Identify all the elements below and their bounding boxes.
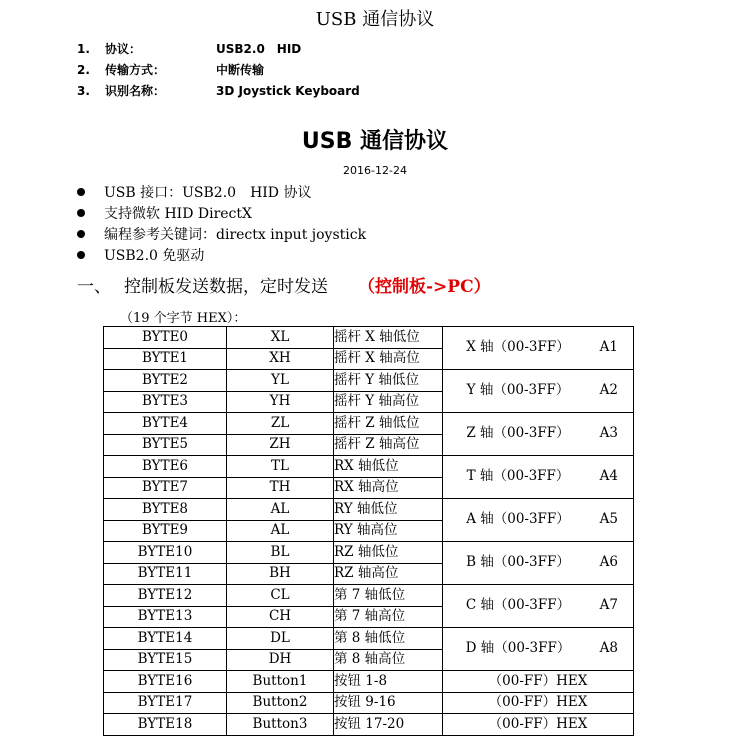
byte-range-cell: （00-FF）HEX <box>443 692 634 714</box>
axis-id-label: A5 <box>599 511 618 528</box>
byte-description-cell: 第 8 轴低位 <box>334 628 443 650</box>
byte-code-cell: TL <box>227 456 334 478</box>
byte-code-cell: XL <box>227 327 334 349</box>
axis-id-label: A7 <box>599 597 618 614</box>
bullet-item <box>77 181 366 202</box>
byte-index-cell: BYTE11 <box>104 563 227 585</box>
info-key: 协议： <box>105 42 142 56</box>
hex-byte-count-note: （19 个字节 HEX）： <box>120 311 247 326</box>
axis-range-label: A 轴（00-3FF） <box>466 511 570 528</box>
bullet-item <box>77 223 366 244</box>
info-value: 3D Joystick Keyboard <box>216 83 360 98</box>
info-key: 传输方式： <box>105 63 166 77</box>
byte-description-cell: RX 轴高位 <box>334 477 443 499</box>
byte-index-cell: BYTE6 <box>104 456 227 478</box>
protocol-info-list <box>77 38 360 101</box>
document-date: 2016-12-24 <box>343 164 407 177</box>
bullet-item <box>77 244 366 265</box>
byte-code-cell: AL <box>227 499 334 521</box>
byte-code-cell: ZL <box>227 413 334 435</box>
table-row <box>104 692 634 714</box>
table-row <box>104 585 634 607</box>
info-number: 3. <box>77 83 90 98</box>
byte-description-cell: 按钮 9-16 <box>334 692 443 714</box>
table-row <box>104 370 634 392</box>
axis-range-label: Z 轴（00-3FF） <box>466 425 570 442</box>
table-row <box>104 456 634 478</box>
info-number: 1. <box>77 41 90 56</box>
section-number: 一、 <box>77 277 111 297</box>
byte-description-cell: 按钮 17-20 <box>334 714 443 736</box>
axis-range-label: X 轴（00-3FF） <box>466 339 570 356</box>
axis-range-cell <box>443 456 634 499</box>
axis-range-label: D 轴（00-3FF） <box>465 640 571 657</box>
info-row-transfer <box>77 59 360 80</box>
section-heading <box>77 272 491 297</box>
byte-protocol-table-body <box>104 327 634 736</box>
bullet-dot-icon <box>77 230 85 238</box>
bullet-text: USB 接口：USB2.0 HID 协议 <box>104 184 312 201</box>
axis-range-cell <box>443 628 634 671</box>
axis-range-cell <box>443 413 634 456</box>
info-value: USB2.0 HID <box>216 42 302 56</box>
byte-code-cell: AL <box>227 520 334 542</box>
axis-range-cell <box>443 499 634 542</box>
byte-description-cell: 第 7 轴高位 <box>334 606 443 628</box>
byte-index-cell: BYTE9 <box>104 520 227 542</box>
table-row <box>104 413 634 435</box>
byte-description-cell: 按钮 1-8 <box>334 671 443 693</box>
bullet-dot-icon <box>77 188 85 196</box>
table-row <box>104 327 634 349</box>
section-text: 控制板发送数据，定时发送 <box>124 277 328 297</box>
byte-index-cell: BYTE8 <box>104 499 227 521</box>
info-number: 2. <box>77 62 90 77</box>
axis-range-cell <box>443 327 634 370</box>
byte-code-cell: CL <box>227 585 334 607</box>
bullet-text: 编程参考关键词：directx input joystick <box>104 226 367 243</box>
axis-id-label: A4 <box>599 468 618 485</box>
byte-description-cell: 摇杆 Z 轴低位 <box>334 413 443 435</box>
byte-index-cell: BYTE17 <box>104 692 227 714</box>
byte-index-cell: BYTE0 <box>104 327 227 349</box>
byte-index-cell: BYTE3 <box>104 391 227 413</box>
byte-code-cell: XH <box>227 348 334 370</box>
byte-description-cell: RX 轴低位 <box>334 456 443 478</box>
byte-index-cell: BYTE14 <box>104 628 227 650</box>
main-title: USB 通信协议 <box>301 129 449 154</box>
axis-id-label: A8 <box>599 640 618 657</box>
table-row <box>104 671 634 693</box>
bullet-text: 支持微软 HID DirectX <box>104 205 252 222</box>
byte-description-cell: RY 轴高位 <box>334 520 443 542</box>
byte-index-cell: BYTE13 <box>104 606 227 628</box>
byte-range-cell: （00-FF）HEX <box>443 671 634 693</box>
bullet-item <box>77 202 366 223</box>
axis-id-label: A3 <box>599 425 618 442</box>
table-row <box>104 714 634 736</box>
byte-index-cell: BYTE7 <box>104 477 227 499</box>
byte-description-cell: 摇杆 X 轴低位 <box>334 327 443 349</box>
table-row <box>104 628 634 650</box>
byte-description-cell: 摇杆 Z 轴高位 <box>334 434 443 456</box>
byte-index-cell: BYTE12 <box>104 585 227 607</box>
byte-index-cell: BYTE10 <box>104 542 227 564</box>
byte-index-cell: BYTE1 <box>104 348 227 370</box>
byte-description-cell: 第 7 轴低位 <box>334 585 443 607</box>
axis-range-cell <box>443 542 634 585</box>
byte-description-cell: 摇杆 X 轴高位 <box>334 348 443 370</box>
byte-description-cell: RZ 轴低位 <box>334 542 443 564</box>
byte-index-cell: BYTE16 <box>104 671 227 693</box>
axis-id-label: A1 <box>599 339 618 356</box>
byte-protocol-table <box>103 326 634 736</box>
feature-bullet-list <box>77 181 366 265</box>
info-key: 识别名称： <box>105 84 166 98</box>
byte-code-cell: DH <box>227 649 334 671</box>
info-row-device-name <box>77 80 360 101</box>
info-row-protocol <box>77 38 360 59</box>
byte-code-cell: YH <box>227 391 334 413</box>
byte-index-cell: BYTE5 <box>104 434 227 456</box>
axis-id-label: A6 <box>599 554 618 571</box>
table-row <box>104 499 634 521</box>
byte-range-cell: （00-FF）HEX <box>443 714 634 736</box>
byte-code-cell: Button3 <box>227 714 334 736</box>
byte-code-cell: BL <box>227 542 334 564</box>
byte-description-cell: 摇杆 Y 轴高位 <box>334 391 443 413</box>
byte-description-cell: 第 8 轴高位 <box>334 649 443 671</box>
bullet-dot-icon <box>77 251 85 259</box>
axis-range-cell <box>443 370 634 413</box>
byte-description-cell: RY 轴低位 <box>334 499 443 521</box>
table-row <box>104 542 634 564</box>
info-value: 中断传输 <box>216 63 265 77</box>
axis-range-label: C 轴（00-3FF） <box>465 597 571 614</box>
byte-index-cell: BYTE4 <box>104 413 227 435</box>
byte-code-cell: DL <box>227 628 334 650</box>
byte-code-cell: Button1 <box>227 671 334 693</box>
bullet-dot-icon <box>77 209 85 217</box>
axis-range-label: T 轴（00-3FF） <box>466 468 570 485</box>
axis-id-label: A2 <box>599 382 618 399</box>
byte-index-cell: BYTE2 <box>104 370 227 392</box>
byte-code-cell: ZH <box>227 434 334 456</box>
byte-code-cell: Button2 <box>227 692 334 714</box>
byte-index-cell: BYTE15 <box>104 649 227 671</box>
byte-code-cell: CH <box>227 606 334 628</box>
byte-code-cell: TH <box>227 477 334 499</box>
byte-index-cell: BYTE18 <box>104 714 227 736</box>
axis-range-label: B 轴（00-3FF） <box>466 554 570 571</box>
byte-description-cell: RZ 轴高位 <box>334 563 443 585</box>
byte-description-cell: 摇杆 Y 轴低位 <box>334 370 443 392</box>
byte-code-cell: YL <box>227 370 334 392</box>
document-header-title: USB 通信协议 <box>315 9 435 30</box>
axis-range-cell <box>443 585 634 628</box>
section-direction-highlight: （控制板->PC） <box>358 277 491 297</box>
axis-range-label: Y 轴（00-3FF） <box>466 382 570 399</box>
bullet-text: USB2.0 免驱动 <box>104 247 205 264</box>
byte-code-cell: BH <box>227 563 334 585</box>
